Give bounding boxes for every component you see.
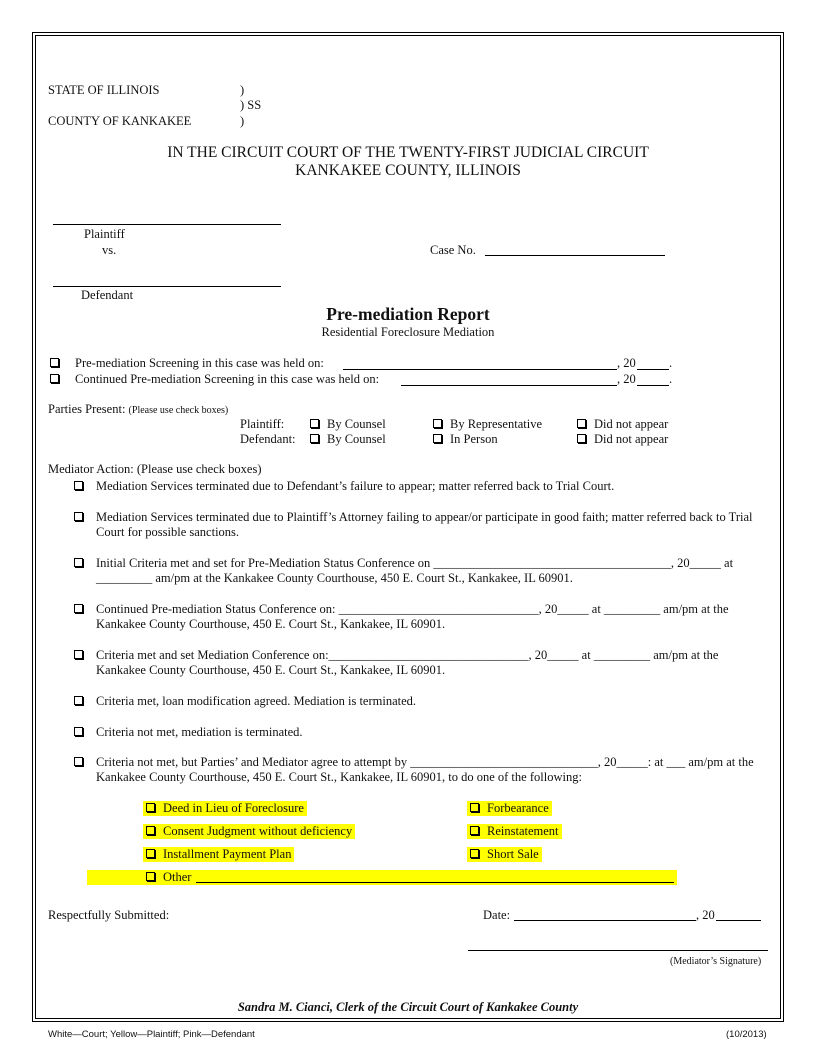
action-checkbox[interactable] — [74, 479, 91, 494]
option-consent-judgment[interactable]: Consent Judgment without deficiency — [143, 824, 355, 839]
court-title: IN THE CIRCUIT COURT OF THE TWENTY-FIRST JUDICIAL CIRCUIT — [167, 144, 649, 161]
checkbox[interactable] — [470, 849, 479, 858]
mediator-action-label: Mediator Action: (Please use check boxes) — [48, 462, 262, 476]
case-no-line[interactable] — [485, 255, 665, 256]
screening-year: , 20 — [617, 356, 636, 370]
date-year: , 20 — [696, 908, 715, 922]
county-label: COUNTY OF KANKAKEE — [48, 114, 192, 128]
option-other[interactable]: Other — [146, 870, 191, 885]
action-item: Continued Pre-mediation Status Conference on: ________________________________, 20_____ at _________ am/pm at the Kankakee County Courthouse, 450 E. Court St., Kankakee, IL 60901. — [96, 602, 729, 631]
state-label: STATE OF ILLINOIS — [48, 83, 160, 97]
revision-date: (10/2013) — [726, 1029, 767, 1040]
date-label: Date: — [483, 908, 511, 922]
checkbox[interactable] — [146, 849, 155, 858]
plaintiff-did-not-appear[interactable]: Did not appear — [577, 417, 668, 432]
action-checkbox[interactable] — [74, 602, 91, 617]
action-item: Criteria not met, mediation is terminated. — [96, 725, 303, 739]
checkbox[interactable] — [310, 419, 319, 428]
clerk-name: Sandra M. Cianci, Clerk of the Circuit Court of Kankakee County — [237, 1000, 579, 1014]
checkbox[interactable] — [146, 872, 155, 881]
caption-paren: ) — [240, 114, 245, 128]
court-county: KANKAKEE COUNTY, ILLINOIS — [295, 162, 521, 179]
checkbox[interactable] — [433, 434, 442, 443]
checkbox[interactable] — [74, 696, 83, 705]
continued-period: . — [669, 372, 673, 386]
option-short-sale[interactable]: Short Sale — [467, 847, 542, 862]
continued-screening-row: Continued Pre-mediation Screening in this case was held on: — [50, 372, 379, 387]
checkbox[interactable] — [74, 650, 83, 659]
option-installment-plan[interactable]: Installment Payment Plan — [143, 847, 294, 862]
report-subtitle: Residential Foreclosure Mediation — [321, 325, 495, 339]
signature-caption: (Mediator’s Signature) — [670, 956, 762, 967]
other-line[interactable] — [196, 882, 674, 883]
defendant-label: Defendant — [81, 288, 134, 302]
checkbox[interactable] — [577, 434, 586, 443]
checkbox[interactable] — [74, 512, 83, 521]
defendant-did-not-appear[interactable]: Did not appear — [577, 432, 668, 447]
signature-line[interactable] — [468, 950, 768, 951]
plaintiff-present-label: Plaintiff: — [240, 417, 285, 431]
case-no-label: Case No. — [430, 243, 476, 257]
parties-present: Parties Present: (Please use check boxes) — [48, 402, 229, 416]
checkbox[interactable] — [146, 826, 155, 835]
continued-date-line[interactable] — [401, 385, 617, 386]
caption-ss: ) SS — [240, 98, 262, 112]
continued-year: , 20 — [617, 372, 636, 386]
plaintiff-name-line[interactable] — [53, 224, 281, 225]
screening-date-line[interactable] — [343, 369, 617, 370]
action-checkbox[interactable] — [74, 510, 91, 525]
screening-period: . — [669, 356, 673, 370]
action-checkbox[interactable] — [74, 755, 91, 770]
action-item: Initial Criteria met and set for Pre-Mediation Status Conference on ______________________________________, 20_____ at _________ am/pm at the Kankakee County Courthouse, 450 E. Court St., Kankakee, IL 60901. — [96, 556, 734, 585]
date-year-line[interactable] — [716, 920, 761, 921]
checkbox[interactable] — [74, 604, 83, 613]
date-line[interactable] — [514, 920, 696, 921]
checkbox[interactable] — [50, 374, 59, 383]
plaintiff-by-representative[interactable]: By Representative — [433, 417, 542, 432]
respectfully-submitted: Respectfully Submitted: — [48, 908, 170, 922]
continued-year-line[interactable] — [637, 385, 669, 386]
plaintiff-by-counsel[interactable]: By Counsel — [310, 417, 386, 432]
checkbox[interactable] — [50, 358, 59, 367]
checkbox[interactable] — [74, 558, 83, 567]
checkbox[interactable] — [433, 419, 442, 428]
action-item: Criteria met, loan modification agreed. Mediation is terminated. — [96, 694, 417, 708]
plaintiff-label: Plaintiff — [84, 227, 125, 241]
option-reinstatement[interactable]: Reinstatement — [467, 824, 562, 839]
defendant-in-person[interactable]: In Person — [433, 432, 498, 447]
checkbox[interactable] — [470, 803, 479, 812]
checkbox[interactable] — [577, 419, 586, 428]
defendant-name-line[interactable] — [53, 286, 281, 287]
action-checkbox[interactable] — [74, 725, 91, 740]
option-deed-in-lieu[interactable]: Deed in Lieu of Foreclosure — [143, 801, 307, 816]
vs-label: vs. — [102, 243, 117, 257]
action-checkbox[interactable] — [74, 648, 91, 663]
caption-paren: ) — [240, 83, 245, 97]
option-forbearance[interactable]: Forbearance — [467, 801, 552, 816]
action-checkbox[interactable] — [74, 694, 91, 709]
defendant-present-label: Defendant: — [240, 432, 296, 446]
checkbox[interactable] — [310, 434, 319, 443]
screening-row: Pre-mediation Screening in this case was held on: — [50, 356, 324, 371]
screening-year-line[interactable] — [637, 369, 669, 370]
checkbox[interactable] — [146, 803, 155, 812]
checkbox[interactable] — [74, 727, 83, 736]
copy-distribution: White—Court; Yellow—Plaintiff; Pink—Defendant — [48, 1029, 255, 1040]
checkbox[interactable] — [74, 757, 83, 766]
action-item: Mediation Services terminated due to Plaintiff’s Attorney failing to appear/or participate in good faith; matter referred back to Trial Court for possible sanctions. — [96, 510, 753, 539]
action-checkbox[interactable] — [74, 556, 91, 571]
checkbox[interactable] — [74, 481, 83, 490]
action-item: Mediation Services terminated due to Defendant’s failure to appear; matter referred back to Trial Court. — [96, 479, 615, 493]
action-item: Criteria not met, but Parties’ and Mediator agree to attempt by ______________________________, 20_____: at ___ am/pm at the Kankakee County Courthouse, 450 E. Court St., Kankakee, IL 60901, to do one of the following: — [96, 755, 754, 784]
defendant-by-counsel[interactable]: By Counsel — [310, 432, 386, 447]
report-title: Pre-mediation Report — [326, 304, 490, 324]
action-item: Criteria met and set Mediation Conference on:________________________________, 20_____ at _________ am/pm at the Kankakee County Courthouse, 450 E. Court St., Kankakee, IL 60901. — [96, 648, 719, 677]
checkbox[interactable] — [470, 826, 479, 835]
